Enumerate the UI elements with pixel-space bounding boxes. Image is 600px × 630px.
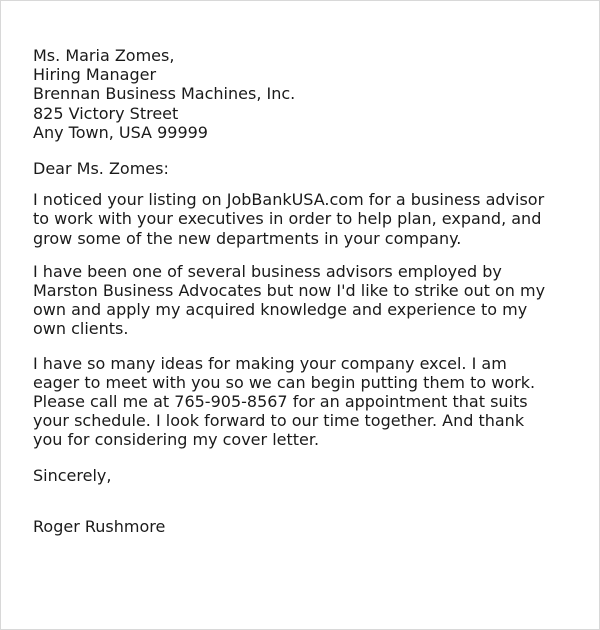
paragraph-line: Please call me at 765-905-8567 for an appointment that suits [33, 392, 528, 412]
paragraph-line: own and apply my acquired knowledge and experience to my [33, 300, 528, 320]
paragraph-line: own clients. [33, 319, 129, 339]
paragraph-line: I have been one of several business advisors employed by [33, 261, 502, 281]
paragraph-line: I have so many ideas for making your company excel. I am [33, 353, 507, 373]
recipient-title: Hiring Manager [33, 65, 157, 85]
paragraph-line: Marston Business Advocates but now I'd like to strike out on my [33, 281, 546, 301]
signature [33, 517, 573, 536]
paragraph-line: eager to meet with you so we can begin putting them to work. [33, 372, 536, 392]
body-paragraph-2 [33, 262, 573, 339]
body-paragraph-1 [33, 190, 573, 248]
body-paragraph-3 [33, 354, 573, 450]
recipient-city: Any Town, USA 99999 [33, 122, 208, 142]
paragraph-line: I noticed your listing on JobBankUSA.com for a business advisor [33, 190, 545, 210]
recipient-company: Brennan Business Machines, Inc. [33, 84, 296, 104]
cover-letter [33, 46, 573, 536]
paragraph-line: your schedule. I look forward to our time together. And thank [33, 411, 525, 431]
recipient-name: Ms. Maria Zomes, [33, 46, 175, 65]
salutation-text: Dear Ms. Zomes: [33, 159, 169, 179]
paragraph-line: grow some of the new departments in your company. [33, 228, 462, 248]
recipient-address [33, 46, 573, 142]
closing [33, 466, 573, 485]
closing-text: Sincerely, [33, 465, 112, 485]
salutation [33, 159, 573, 178]
signature-name: Roger Rushmore [33, 516, 166, 536]
paragraph-line: to work with your executives in order to help plan, expand, and [33, 209, 542, 229]
recipient-street: 825 Victory Street [33, 103, 179, 123]
paragraph-line: you for considering my cover letter. [33, 430, 320, 450]
